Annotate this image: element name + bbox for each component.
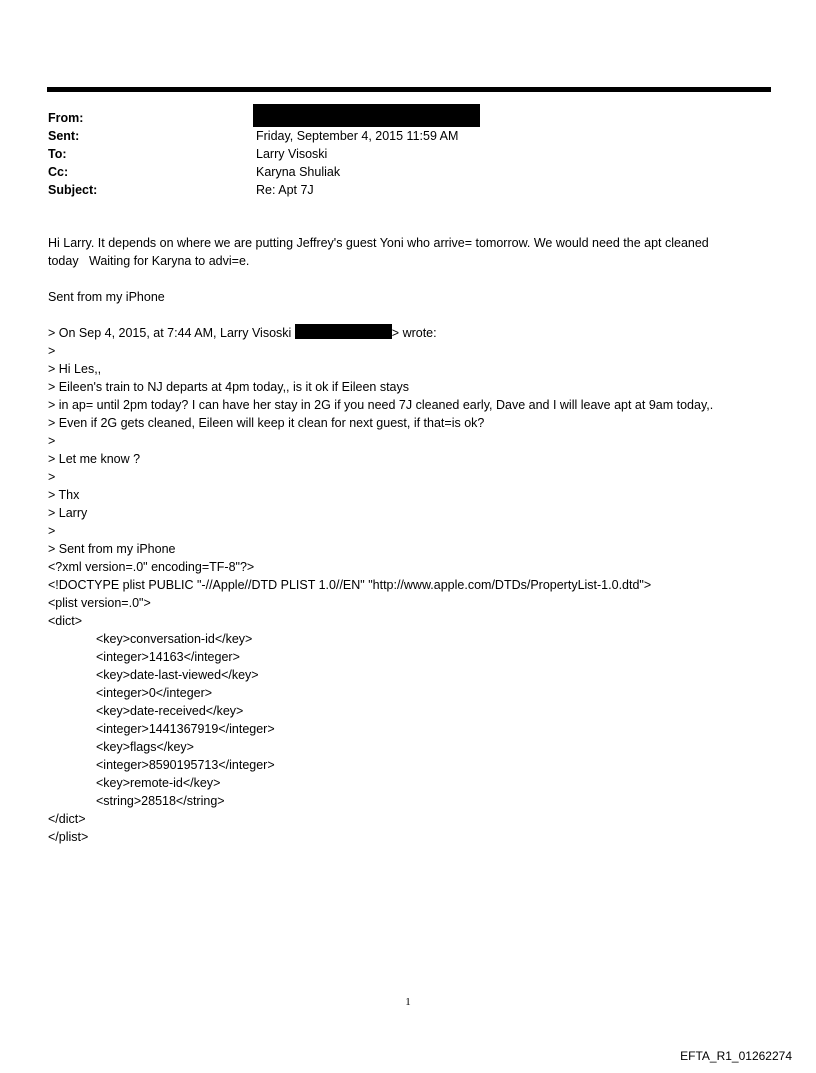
subject-value: Re: Apt 7J xyxy=(256,183,314,197)
quoted-line: > Eileen's train to NJ departs at 4pm today,, is it ok if Eileen stays xyxy=(48,380,410,394)
xml-indented-line: <key>remote-id</key> xyxy=(96,776,221,790)
page-number: 1 xyxy=(405,996,411,1008)
to-value: Larry Visoski xyxy=(256,147,328,161)
quoted-line: > in ap= until 2pm today? I can have her stay in 2G if you need 7J cleaned early, Dave and I will leave apt at 9am today,. xyxy=(48,398,714,412)
xml-indented-line: <integer>8590195713</integer> xyxy=(96,758,275,772)
quote-intro-wrote: > wrote: xyxy=(391,326,437,340)
blank-line xyxy=(48,270,778,288)
signature-line: Sent from my iPhone xyxy=(48,290,165,304)
quoted-line: > Larry xyxy=(48,506,88,520)
subject-label: Subject: xyxy=(48,183,98,197)
xml-line: </dict> xyxy=(48,812,86,826)
quoted-line: > xyxy=(48,470,56,484)
cc-value: Karyna Shuliak xyxy=(256,165,341,179)
sent-label: Sent: xyxy=(48,129,80,143)
xml-indented-line: <integer>0</integer> xyxy=(96,686,213,700)
xml-indented-line: <string>28518</string> xyxy=(96,794,225,808)
xml-indented-line: <integer>1441367919</integer> xyxy=(96,722,275,736)
redaction-box-sender-email xyxy=(295,324,392,339)
reply-line: Hi Larry. It depends on where we are putting Jeffrey's guest Yoni who arrive= tomorrow. We would need the apt cleaned xyxy=(48,236,709,250)
quoted-line: > Let me know ? xyxy=(48,452,141,466)
quoted-line: > Thx xyxy=(48,488,80,502)
cc-label: Cc: xyxy=(48,165,69,179)
quoted-line: > Even if 2G gets cleaned, Eileen will keep it clean for next guest, if that=is ok? xyxy=(48,416,485,430)
xml-indented-line: <integer>14163</integer> xyxy=(96,650,240,664)
xml-line: <plist version=.0"> xyxy=(48,596,151,610)
bates-number: EFTA_R1_01262274 xyxy=(680,1049,792,1063)
header-divider-rule xyxy=(47,87,771,92)
quoted-line: > xyxy=(48,434,56,448)
xml-line: </plist> xyxy=(48,830,89,844)
reply-line: today Waiting for Karyna to advi=e. xyxy=(48,254,250,268)
quoted-line: > xyxy=(48,344,56,358)
xml-line: <?xml version=.0" encoding=TF-8"?> xyxy=(48,560,255,574)
quoted-line: > Hi Les,, xyxy=(48,362,102,376)
xml-line: <dict> xyxy=(48,614,83,628)
email-body xyxy=(48,234,778,846)
xml-indented-line: <key>flags</key> xyxy=(96,740,194,754)
redaction-box-from-address xyxy=(253,104,480,127)
blank-line xyxy=(48,306,778,324)
sent-value: Friday, September 4, 2015 11:59 AM xyxy=(256,129,459,143)
xml-indented-line: <key>date-received</key> xyxy=(96,704,244,718)
xml-indented-line: <key>date-last-viewed</key> xyxy=(96,668,259,682)
from-label: From: xyxy=(48,111,84,125)
xml-indented-line: <key>conversation-id</key> xyxy=(96,632,253,646)
quoted-line: > Sent from my iPhone xyxy=(48,542,176,556)
quoted-line: > xyxy=(48,524,56,538)
xml-line: <!DOCTYPE plist PUBLIC "-//Apple//DTD PLIST 1.0//EN" "http://www.apple.com/DTDs/PropertyList-1.0.dtd"> xyxy=(48,578,652,592)
to-label: To: xyxy=(48,147,67,161)
quote-intro-text: > On Sep 4, 2015, at 7:44 AM, Larry Visoski xyxy=(48,326,295,340)
quote-intro-line xyxy=(48,324,778,342)
